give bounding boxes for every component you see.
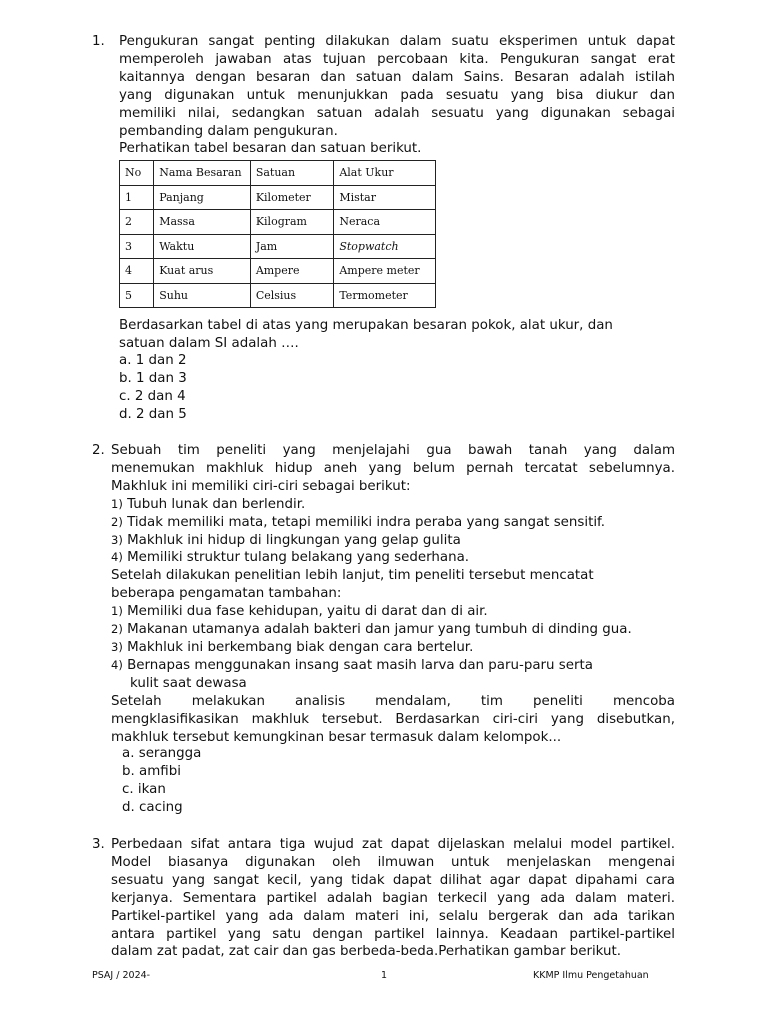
table-row	[120, 185, 436, 210]
option-item[interactable]: a. 1 dan 2	[119, 353, 187, 368]
observation-number: 3)	[111, 639, 123, 654]
observation-number: 1)	[111, 604, 123, 619]
observation-continuation: kulit saat dewasa	[130, 675, 247, 691]
observation-text: Memiliki dua fase kehidupan, yaitu di darat dan di air.	[122, 604, 488, 620]
text-line: Berdasarkan tabel di atas yang merupakan besaran pokok, alat ukur, dan	[119, 318, 613, 333]
text-line: yang digunakan untuk menunjukkan pada sesuatu yang bisa diukur dan	[119, 87, 675, 103]
observation-item	[111, 603, 675, 621]
table-cell: Kilogram	[250, 210, 334, 235]
table-cell: 2	[120, 210, 154, 235]
table-cell: Ampere	[250, 259, 334, 284]
text-line: Pengukuran sangat penting dilakukan dalam suatu eksperimen untuk dapat	[119, 34, 675, 49]
option-item[interactable]: c. ikan	[122, 781, 166, 797]
table-cell: Celsius	[250, 283, 334, 308]
table-header-cell: No	[120, 161, 154, 186]
question-1-text	[119, 33, 675, 158]
besaran-table	[119, 160, 436, 308]
text-line: makhluk tersebut kemungkinan besar termasuk dalam kelompok...	[111, 729, 562, 745]
text-line: Perbedaan sifat antara tiga wujud zat dapat dijelaskan melalui model partikel.	[111, 837, 675, 852]
trait-number: 3)	[111, 532, 123, 547]
text-line: sesuatu yang sangat kecil, yang tidak dapat dilihat agar dapat dipahami cara	[111, 872, 675, 888]
question-2-text	[111, 442, 675, 746]
footer-right: KKMP Ilmu Pengetahuan	[533, 970, 649, 981]
table-cell: Kilometer	[250, 185, 334, 210]
question-3-number: 3.	[92, 837, 105, 852]
trait-text: Tidak memiliki mata, tetapi memiliki indra peraba yang sangat sensitif.	[122, 514, 606, 530]
trait-text: Memiliki struktur tulang belakang yang sederhana.	[122, 550, 470, 566]
question-1-number: 1.	[92, 34, 105, 49]
table-row	[120, 283, 436, 308]
question-2-options	[122, 745, 201, 817]
question-2-number: 2.	[92, 443, 105, 458]
trait-number: 4)	[111, 550, 123, 565]
text-line: Sebuah tim peneliti yang menjelajahi gua bawah tanah yang dalam	[111, 443, 675, 458]
trait-text: Makhluk ini hidup di lingkungan yang gelap gulita	[122, 532, 461, 548]
observation-item	[111, 657, 675, 675]
text-line: dalam zat padat, zat cair dan gas berbeda-beda.Perhatikan gambar berikut.	[111, 944, 622, 960]
observation-number: 4)	[111, 657, 123, 672]
table-cell: 4	[120, 259, 154, 284]
table-intro: Perhatikan tabel besaran dan satuan berikut.	[119, 141, 422, 157]
table-cell: Stopwatch	[334, 234, 436, 259]
option-item[interactable]: a. serangga	[122, 746, 202, 761]
table-header-cell: Nama Besaran	[154, 161, 251, 186]
text-line: kaitannya dengan besaran dan satuan dalam Sains. Besaran adalah istilah	[119, 69, 675, 85]
table-cell: Kuat arus	[154, 259, 251, 284]
table-cell: Mistar	[334, 185, 436, 210]
text-line: pembanding dalam pengukuran.	[119, 123, 338, 139]
question-3-text	[111, 836, 675, 961]
option-item[interactable]: d. 2 dan 5	[119, 406, 187, 422]
trait-number: 2)	[111, 514, 123, 529]
table-cell: Massa	[154, 210, 251, 235]
observation-text: Bernapas menggunakan insang saat masih larva dan paru-paru serta	[122, 657, 593, 673]
table-cell: Jam	[250, 234, 334, 259]
trait-item	[111, 532, 675, 550]
text-line: satuan dalam SI adalah ….	[119, 335, 299, 351]
text-line: Partikel-partikel yang ada dalam materi ini, selalu bergerak dan ada tarikan	[111, 908, 675, 924]
table-header-row	[120, 161, 436, 186]
table-header-cell: Satuan	[250, 161, 334, 186]
text-line: Setelah dilakukan penelitian lebih lanjut, tim peneliti tersebut mencatat	[111, 568, 594, 584]
observation-item	[111, 621, 675, 639]
table-cell: Termometer	[334, 283, 436, 308]
table-cell: 1	[120, 185, 154, 210]
text-line: Model biasanya digunakan oleh ilmuwan untuk menjelaskan mengenai	[111, 854, 675, 870]
table-cell: Neraca	[334, 210, 436, 235]
option-item[interactable]: d. cacing	[122, 799, 183, 815]
text-line: menemukan makhluk hidup aneh yang belum pernah tercatat sebelumnya.	[111, 460, 675, 476]
table-header-cell: Alat Ukur	[334, 161, 436, 186]
text-line: memiliki nilai, sedangkan satuan adalah sesuatu yang digunakan sebagai	[119, 105, 675, 121]
table-cell: 5	[120, 283, 154, 308]
text-line: mengklasifikasikan makhluk tersebut. Berdasarkan ciri-ciri yang disebutkan,	[111, 711, 675, 727]
text-line: beberapa pengamatan tambahan:	[111, 586, 342, 602]
trait-text: Tubuh lunak dan berlendir.	[122, 496, 306, 512]
table-cell: Panjang	[154, 185, 251, 210]
text-line: antara partikel yang satu dengan partikel lainnya. Keadaan partikel-partikel	[111, 926, 675, 942]
observation-text: Makanan utamanya adalah bakteri dan jamur yang tumbuh di dinding gua.	[122, 622, 632, 638]
question-1-options	[119, 352, 187, 424]
text-line: Makhluk ini memiliki ciri-ciri sebagai berikut:	[111, 478, 411, 494]
text-line: kerjanya. Sementara partikel adalah bagian terkecil yang ada dalam materi.	[111, 890, 675, 906]
question-1-prompt	[119, 317, 675, 353]
trait-item	[111, 549, 675, 567]
table-row	[120, 234, 436, 259]
footer-left: PSAJ / 2024-	[92, 970, 151, 981]
text-line: memperoleh jawaban atas tujuan percobaan kita. Pengukuran sangat erat	[119, 51, 675, 67]
option-item[interactable]: c. 2 dan 4	[119, 388, 186, 404]
trait-item	[111, 514, 675, 532]
table-row	[120, 210, 436, 235]
table-cell: Suhu	[154, 283, 251, 308]
option-item[interactable]: b. 1 dan 3	[119, 370, 187, 386]
table-cell: 3	[120, 234, 154, 259]
trait-number: 1)	[111, 496, 123, 511]
table-row	[120, 259, 436, 284]
observation-text: Makhluk ini berkembang biak dengan cara bertelur.	[122, 639, 474, 655]
table-cell: Waktu	[154, 234, 251, 259]
trait-item	[111, 496, 675, 514]
observation-item	[111, 639, 675, 657]
text-line: Setelah melakukan analisis mendalam, tim peneliti mencoba	[111, 693, 675, 709]
observation-number: 2)	[111, 622, 123, 637]
table-cell: Ampere meter	[334, 259, 436, 284]
option-item[interactable]: b. amfibi	[122, 763, 181, 779]
page-number: 1	[381, 970, 388, 981]
